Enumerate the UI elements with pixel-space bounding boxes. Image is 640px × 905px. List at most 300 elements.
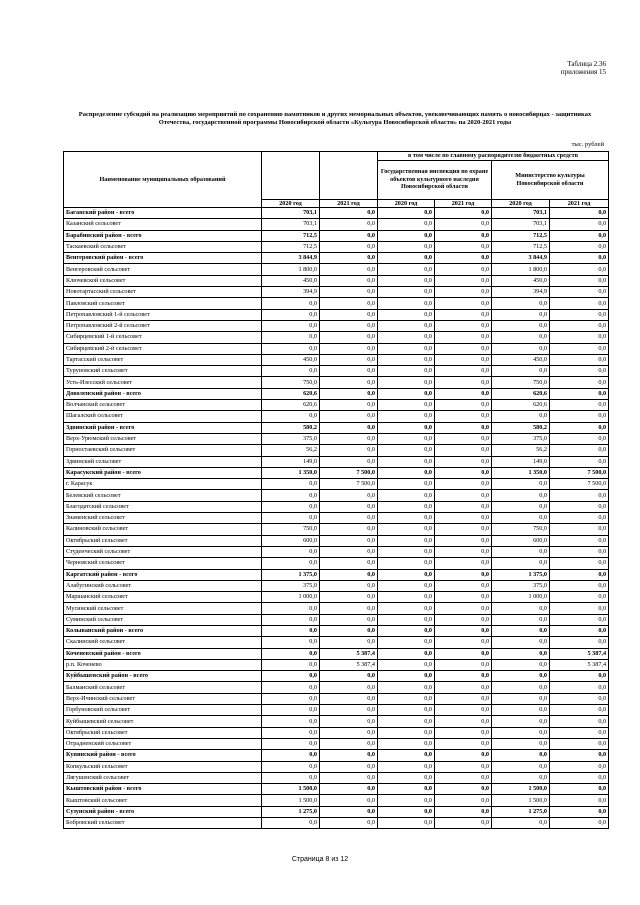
value-cell: 0,0 — [262, 637, 320, 648]
value-cell: 0,0 — [435, 546, 492, 557]
value-cell: 7 500,0 — [320, 467, 378, 478]
value-cell: 0,0 — [550, 614, 609, 625]
value-cell: 0,0 — [435, 818, 492, 829]
value-cell: 0,0 — [378, 219, 435, 230]
value-cell: 1 375,0 — [492, 569, 550, 580]
value-cell: 394,9 — [262, 287, 320, 298]
value-cell: 0,0 — [378, 648, 435, 659]
value-cell: 0,0 — [550, 580, 609, 591]
value-cell: 0,0 — [320, 490, 378, 501]
value-cell: 0,0 — [550, 592, 609, 603]
value-cell: 620,6 — [262, 400, 320, 411]
value-cell: 600,0 — [492, 535, 550, 546]
municipality-name: Новотартасский сельсовет — [64, 287, 262, 298]
municipality-name: Балманский сельсовет — [64, 682, 262, 693]
value-cell: 0,0 — [378, 479, 435, 490]
table-row — [64, 253, 609, 264]
value-cell: 0,0 — [320, 569, 378, 580]
value-cell: 0,0 — [320, 772, 378, 783]
value-cell: 0,0 — [320, 738, 378, 749]
value-cell: 0,0 — [378, 546, 435, 557]
value-cell: 0,0 — [378, 298, 435, 309]
value-cell: 450,0 — [262, 354, 320, 365]
value-cell: 0,0 — [378, 558, 435, 569]
municipality-name: Куйбышевский район - всего — [64, 671, 262, 682]
value-cell: 0,0 — [492, 614, 550, 625]
value-cell: 0,0 — [320, 309, 378, 320]
value-cell: 0,0 — [550, 388, 609, 399]
value-cell: 0,0 — [550, 535, 609, 546]
table-row — [64, 784, 609, 795]
municipality-name: Петропавловский 2-й сельсовет — [64, 320, 262, 331]
municipality-name: Волчанский сельсовет — [64, 400, 262, 411]
value-cell: 0,0 — [435, 456, 492, 467]
table-row — [64, 343, 609, 354]
value-cell: 0,0 — [262, 479, 320, 490]
value-cell: 0,0 — [550, 208, 609, 219]
table-row — [64, 705, 609, 716]
value-cell: 0,0 — [435, 433, 492, 444]
table-body — [64, 208, 609, 829]
value-cell: 0,0 — [492, 513, 550, 524]
value-cell: 5 387,4 — [320, 648, 378, 659]
table-row — [64, 287, 609, 298]
value-cell: 0,0 — [492, 818, 550, 829]
table-row — [64, 513, 609, 524]
municipality-name: Горбуновский сельсовет — [64, 705, 262, 716]
municipality-name: Карасукский район - всего — [64, 467, 262, 478]
municipality-name: Знаменский сельсовет — [64, 513, 262, 524]
table-row — [64, 603, 609, 614]
municipality-name: Колыванский район - всего — [64, 625, 262, 636]
table-row — [64, 490, 609, 501]
value-cell: 0,0 — [378, 287, 435, 298]
value-cell: 0,0 — [378, 705, 435, 716]
value-cell: 0,0 — [550, 287, 609, 298]
value-cell: 0,0 — [320, 761, 378, 772]
value-cell: 0,0 — [550, 784, 609, 795]
value-cell: 0,0 — [435, 761, 492, 772]
value-cell: 0,0 — [550, 366, 609, 377]
municipality-name: Верх-Урюмский сельсовет — [64, 433, 262, 444]
value-cell: 0,0 — [550, 332, 609, 343]
value-cell: 0,0 — [492, 309, 550, 320]
value-cell: 0,0 — [550, 219, 609, 230]
value-cell: 0,0 — [550, 422, 609, 433]
value-cell: 0,0 — [320, 264, 378, 275]
table-row — [64, 354, 609, 365]
value-cell: 0,0 — [320, 501, 378, 512]
value-cell: 0,0 — [378, 513, 435, 524]
value-cell: 0,0 — [378, 784, 435, 795]
value-cell: 0,0 — [435, 558, 492, 569]
value-cell: 0,0 — [378, 603, 435, 614]
municipality-name: Коченевский район - всего — [64, 648, 262, 659]
table-row — [64, 241, 609, 252]
value-cell: 56,2 — [492, 445, 550, 456]
value-cell: 0,0 — [320, 705, 378, 716]
value-cell: 0,0 — [320, 411, 378, 422]
municipality-name: Здвинский сельсовет — [64, 456, 262, 467]
appendix-label: приложения 15 — [560, 68, 606, 76]
value-cell: 0,0 — [262, 614, 320, 625]
municipality-name: Усть-Изесский сельсовет — [64, 377, 262, 388]
value-cell: 0,0 — [320, 253, 378, 264]
value-cell: 0,0 — [492, 705, 550, 716]
value-cell: 0,0 — [550, 761, 609, 772]
value-cell: 0,0 — [550, 795, 609, 806]
col-header-inspection: Государственная инспекция по охране объектов культурного наследия Новосибирской области — [378, 160, 492, 199]
value-cell: 0,0 — [435, 705, 492, 716]
value-cell: 1 500,0 — [492, 784, 550, 795]
value-cell: 0,0 — [262, 682, 320, 693]
value-cell: 0,0 — [435, 806, 492, 817]
value-cell: 0,0 — [550, 671, 609, 682]
value-cell: 0,0 — [262, 818, 320, 829]
value-cell: 0,0 — [378, 761, 435, 772]
value-cell: 1 275,0 — [262, 806, 320, 817]
municipality-name: Верх-Ичинский сельсовет — [64, 693, 262, 704]
value-cell: 0,0 — [550, 637, 609, 648]
value-cell: 0,0 — [492, 320, 550, 331]
value-cell: 0,0 — [378, 388, 435, 399]
value-cell: 0,0 — [435, 772, 492, 783]
value-cell: 0,0 — [262, 513, 320, 524]
table-row — [64, 264, 609, 275]
value-cell: 703,1 — [262, 208, 320, 219]
value-cell: 0,0 — [262, 343, 320, 354]
municipality-name: Скалинский сельсовет — [64, 637, 262, 648]
value-cell: 7 500,0 — [320, 479, 378, 490]
value-cell: 0,0 — [320, 784, 378, 795]
value-cell: 0,0 — [378, 682, 435, 693]
table-row — [64, 546, 609, 557]
value-cell: 0,0 — [435, 422, 492, 433]
value-cell: 0,0 — [435, 490, 492, 501]
value-cell: 0,0 — [320, 320, 378, 331]
municipality-name: Калиновский сельсовет — [64, 524, 262, 535]
value-cell: 0,0 — [378, 366, 435, 377]
value-cell: 0,0 — [320, 456, 378, 467]
value-cell: 3 844,9 — [492, 253, 550, 264]
value-cell: 375,0 — [492, 433, 550, 444]
value-cell: 0,0 — [320, 524, 378, 535]
value-cell: 0,0 — [435, 400, 492, 411]
value-cell: 0,0 — [320, 354, 378, 365]
value-cell: 0,0 — [550, 569, 609, 580]
value-cell: 0,0 — [378, 795, 435, 806]
value-cell: 0,0 — [262, 648, 320, 659]
value-cell: 0,0 — [320, 366, 378, 377]
value-cell: 375,0 — [262, 580, 320, 591]
value-cell: 0,0 — [492, 343, 550, 354]
value-cell: 600,0 — [262, 535, 320, 546]
table-row — [64, 388, 609, 399]
value-cell: 0,0 — [435, 682, 492, 693]
value-cell: 0,0 — [378, 772, 435, 783]
value-cell: 375,0 — [262, 433, 320, 444]
municipality-name: Горностаевский сельсовет — [64, 445, 262, 456]
value-cell: 0,0 — [550, 705, 609, 716]
value-cell: 0,0 — [550, 546, 609, 557]
value-cell: 0,0 — [378, 411, 435, 422]
table-row — [64, 614, 609, 625]
table-row — [64, 738, 609, 749]
value-cell: 0,0 — [262, 761, 320, 772]
value-cell: 0,0 — [378, 377, 435, 388]
value-cell: 0,0 — [492, 366, 550, 377]
value-cell: 0,0 — [492, 490, 550, 501]
municipality-name: р.п. Коченево — [64, 659, 262, 670]
table-row — [64, 592, 609, 603]
value-cell: 0,0 — [320, 806, 378, 817]
value-cell: 0,0 — [320, 625, 378, 636]
value-cell: 0,0 — [378, 716, 435, 727]
value-cell: 0,0 — [550, 456, 609, 467]
col-header-insp-2021: 2021 год — [435, 199, 492, 208]
value-cell: 0,0 — [435, 241, 492, 252]
value-cell: 0,0 — [262, 490, 320, 501]
table-row — [64, 275, 609, 286]
value-cell: 0,0 — [435, 637, 492, 648]
value-cell: 0,0 — [378, 264, 435, 275]
col-header-ministry: Министерство культуры Новосибирской области — [492, 160, 609, 199]
value-cell: 0,0 — [378, 422, 435, 433]
table-row — [64, 309, 609, 320]
value-cell: 0,0 — [492, 558, 550, 569]
municipality-name: Ключевской сельсовет — [64, 275, 262, 286]
value-cell: 0,0 — [378, 671, 435, 682]
value-cell: 0,0 — [435, 467, 492, 478]
value-cell: 0,0 — [320, 513, 378, 524]
value-cell: 1 275,0 — [492, 806, 550, 817]
value-cell: 0,0 — [320, 603, 378, 614]
value-cell: 750,0 — [492, 377, 550, 388]
table-row — [64, 467, 609, 478]
value-cell: 0,0 — [262, 309, 320, 320]
col-header-blank-2 — [320, 152, 378, 200]
table-row — [64, 456, 609, 467]
value-cell: 0,0 — [435, 535, 492, 546]
value-cell: 1 375,0 — [262, 569, 320, 580]
value-cell: 0,0 — [320, 388, 378, 399]
value-cell: 450,0 — [492, 275, 550, 286]
value-cell: 0,0 — [378, 241, 435, 252]
table-row — [64, 411, 609, 422]
value-cell: 0,0 — [435, 501, 492, 512]
value-cell: 0,0 — [262, 750, 320, 761]
value-cell: 0,0 — [492, 750, 550, 761]
value-cell: 0,0 — [435, 716, 492, 727]
value-cell: 0,0 — [378, 535, 435, 546]
value-cell: 0,0 — [492, 727, 550, 738]
value-cell: 0,0 — [378, 625, 435, 636]
value-cell: 0,0 — [550, 603, 609, 614]
value-cell: 0,0 — [550, 716, 609, 727]
table-number: Таблица 2.36 — [567, 60, 606, 68]
value-cell: 580,2 — [492, 422, 550, 433]
municipality-name: Алабугинский сельсовет — [64, 580, 262, 591]
value-cell: 712,5 — [262, 230, 320, 241]
table-row — [64, 750, 609, 761]
municipality-name: Барабинский район - всего — [64, 230, 262, 241]
value-cell: 0,0 — [435, 569, 492, 580]
value-cell: 0,0 — [320, 230, 378, 241]
value-cell: 0,0 — [550, 320, 609, 331]
table-row — [64, 682, 609, 693]
value-cell: 0,0 — [378, 320, 435, 331]
municipality-name: Шагалский сельсовет — [64, 411, 262, 422]
value-cell: 0,0 — [435, 253, 492, 264]
value-cell: 149,0 — [492, 456, 550, 467]
table-row — [64, 772, 609, 783]
municipality-name: Сузунский район - всего — [64, 806, 262, 817]
value-cell: 0,0 — [435, 784, 492, 795]
value-cell: 0,0 — [550, 309, 609, 320]
value-cell: 0,0 — [550, 501, 609, 512]
value-cell: 0,0 — [492, 625, 550, 636]
municipality-name: Здвинский район - всего — [64, 422, 262, 433]
value-cell: 0,0 — [378, 490, 435, 501]
value-cell: 0,0 — [320, 433, 378, 444]
value-cell: 0,0 — [435, 298, 492, 309]
value-cell: 0,0 — [320, 400, 378, 411]
page-footer: Страница 8 из 12 — [291, 856, 349, 863]
table-row — [64, 761, 609, 772]
table-row — [64, 659, 609, 670]
municipality-name: Купинский район - всего — [64, 750, 262, 761]
value-cell: 0,0 — [435, 693, 492, 704]
value-cell: 0,0 — [435, 219, 492, 230]
table-row — [64, 219, 609, 230]
table-row — [64, 400, 609, 411]
value-cell: 703,1 — [492, 219, 550, 230]
value-cell: 0,0 — [550, 433, 609, 444]
col-header-insp-2020: 2020 год — [378, 199, 435, 208]
value-cell: 0,0 — [550, 253, 609, 264]
value-cell: 0,0 — [435, 377, 492, 388]
value-cell: 0,0 — [435, 388, 492, 399]
value-cell: 620,6 — [492, 400, 550, 411]
value-cell: 0,0 — [378, 467, 435, 478]
table-row — [64, 625, 609, 636]
value-cell: 0,0 — [435, 343, 492, 354]
municipality-name: Копкульский сельсовет — [64, 761, 262, 772]
table-row — [64, 377, 609, 388]
table-row — [64, 501, 609, 512]
value-cell: 0,0 — [320, 219, 378, 230]
municipality-name: Каргатский район - всего — [64, 569, 262, 580]
value-cell: 149,0 — [262, 456, 320, 467]
value-cell: 0,0 — [320, 716, 378, 727]
value-cell: 0,0 — [262, 320, 320, 331]
value-cell: 0,0 — [550, 490, 609, 501]
value-cell: 0,0 — [378, 750, 435, 761]
value-cell: 0,0 — [320, 614, 378, 625]
value-cell: 0,0 — [550, 625, 609, 636]
value-cell: 0,0 — [550, 264, 609, 275]
value-cell: 3 844,9 — [262, 253, 320, 264]
value-cell: 0,0 — [320, 275, 378, 286]
value-cell: 0,0 — [320, 208, 378, 219]
municipality-name: Благодатский сельсовет — [64, 501, 262, 512]
col-header-group: в том числе по главному распорядителю бюджетных средств — [378, 152, 609, 161]
value-cell: 0,0 — [492, 298, 550, 309]
value-cell: 0,0 — [492, 671, 550, 682]
value-cell: 0,0 — [378, 592, 435, 603]
value-cell: 0,0 — [435, 671, 492, 682]
table-row — [64, 806, 609, 817]
value-cell: 0,0 — [320, 682, 378, 693]
value-cell: 0,0 — [378, 354, 435, 365]
value-cell: 0,0 — [435, 264, 492, 275]
municipality-name: г. Карасук — [64, 479, 262, 490]
value-cell: 0,0 — [378, 580, 435, 591]
municipality-name: Венгеровский район - всего — [64, 253, 262, 264]
table-row — [64, 818, 609, 829]
value-cell: 750,0 — [492, 524, 550, 535]
value-cell: 0,0 — [378, 524, 435, 535]
value-cell: 5 387,4 — [320, 659, 378, 670]
table-row — [64, 648, 609, 659]
value-cell: 0,0 — [262, 546, 320, 557]
value-cell: 0,0 — [378, 253, 435, 264]
municipality-name: Таскаевский сельсовет — [64, 241, 262, 252]
municipality-name: Сибирцевский 2-й сельсовет — [64, 343, 262, 354]
col-header-min-2021: 2021 год — [550, 199, 609, 208]
value-cell: 7 500,0 — [550, 467, 609, 478]
value-cell: 0,0 — [435, 524, 492, 535]
value-cell: 712,5 — [262, 241, 320, 252]
value-cell: 0,0 — [492, 716, 550, 727]
value-cell: 0,0 — [378, 230, 435, 241]
value-cell: 620,6 — [492, 388, 550, 399]
value-cell: 0,0 — [550, 693, 609, 704]
municipality-name: Куйбышевский сельсовет — [64, 716, 262, 727]
municipality-name: Баганский район - всего — [64, 208, 262, 219]
municipality-name: Доволенский район - всего — [64, 388, 262, 399]
table-row — [64, 445, 609, 456]
value-cell: 0,0 — [320, 580, 378, 591]
table-row — [64, 479, 609, 490]
value-cell: 0,0 — [320, 377, 378, 388]
value-cell: 56,2 — [262, 445, 320, 456]
value-cell: 394,9 — [492, 287, 550, 298]
value-cell: 0,0 — [550, 524, 609, 535]
value-cell: 0,0 — [378, 433, 435, 444]
value-cell: 0,0 — [550, 230, 609, 241]
municipality-name: Суминский сельсовет — [64, 614, 262, 625]
municipality-name: Петропавловский 1-й сельсовет — [64, 309, 262, 320]
value-cell: 0,0 — [320, 750, 378, 761]
value-cell: 1 000,0 — [262, 592, 320, 603]
value-cell: 0,0 — [492, 546, 550, 557]
value-cell: 0,0 — [435, 625, 492, 636]
value-cell: 712,5 — [492, 230, 550, 241]
table-row — [64, 320, 609, 331]
value-cell: 0,0 — [262, 501, 320, 512]
value-cell: 703,1 — [492, 208, 550, 219]
value-cell: 0,0 — [378, 343, 435, 354]
value-cell: 0,0 — [550, 682, 609, 693]
value-cell: 0,0 — [320, 546, 378, 557]
table-row — [64, 693, 609, 704]
table-row — [64, 433, 609, 444]
value-cell: 703,1 — [262, 219, 320, 230]
value-cell: 0,0 — [378, 501, 435, 512]
table-row — [64, 558, 609, 569]
value-cell: 0,0 — [378, 738, 435, 749]
